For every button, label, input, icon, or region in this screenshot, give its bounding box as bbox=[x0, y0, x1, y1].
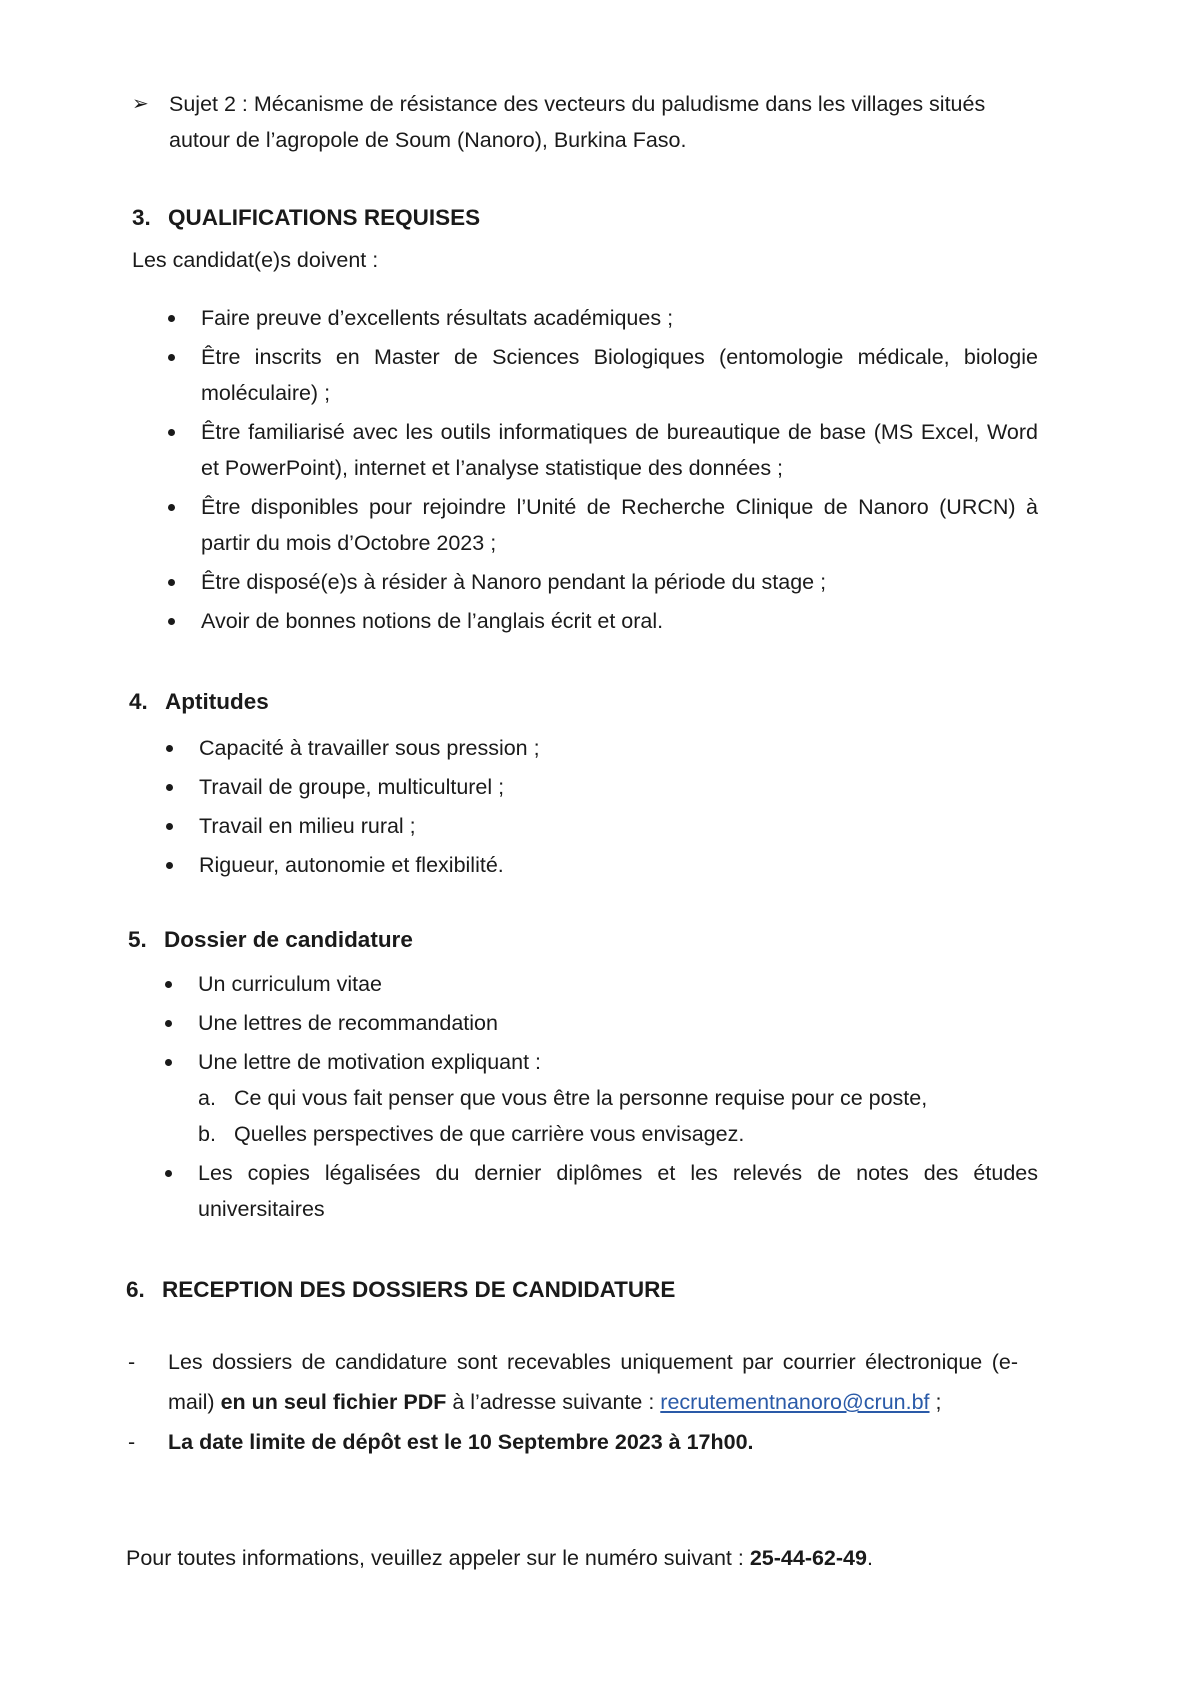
application-file-list bbox=[165, 966, 1038, 1230]
bullet-dot-icon bbox=[166, 823, 173, 830]
list-item: Une lettre de motivation expliquant : a. Ce qui vous fait penser que vous être la personne requise pour ce poste, b. Quelles perspectives de que carrière vous envisagez. bbox=[165, 1044, 1038, 1152]
section-3-heading bbox=[132, 203, 480, 233]
bullet-dot-icon bbox=[168, 429, 175, 436]
list-item: Faire preuve d’excellents résultats académiques ; bbox=[168, 300, 1038, 336]
bullet-dot-icon bbox=[166, 784, 173, 791]
section-title: RECEPTION DES DOSSIERS DE CANDIDATURE bbox=[162, 1277, 676, 1302]
section-number: 6. bbox=[126, 1277, 145, 1302]
section-title: Dossier de candidature bbox=[164, 927, 413, 952]
list-item: Être disposé(e)s à résider à Nanoro pendant la période du stage ; bbox=[168, 564, 1038, 600]
list-item: Travail en milieu rural ; bbox=[166, 808, 1036, 844]
phone-number: 25-44-62-49 bbox=[749, 1546, 867, 1570]
reception-list bbox=[128, 1342, 1018, 1462]
arrow-bullet-icon: ➢ bbox=[132, 93, 149, 115]
list-item: Rigueur, autonomie et flexibilité. bbox=[166, 847, 1036, 883]
section-4-heading bbox=[129, 687, 269, 717]
list-item: Avoir de bonnes notions de l’anglais écrit et oral. bbox=[168, 603, 1038, 639]
list-item: Travail de groupe, multiculturel ; bbox=[166, 769, 1036, 805]
bullet-dot-icon bbox=[168, 315, 175, 322]
qualifications-list bbox=[168, 300, 1038, 642]
bullet-dot-icon bbox=[168, 618, 175, 625]
list-item: Un curriculum vitae bbox=[165, 966, 1038, 1002]
section-title: QUALIFICATIONS REQUISES bbox=[168, 205, 481, 230]
bullet-dot-icon bbox=[166, 862, 173, 869]
motivation-sublist bbox=[198, 1080, 1038, 1152]
bullet-dot-icon bbox=[168, 354, 175, 361]
subject-2-item bbox=[132, 86, 1032, 158]
section-number: 4. bbox=[129, 689, 148, 714]
section-number: 3. bbox=[132, 205, 151, 230]
bullet-dot-icon bbox=[165, 1170, 172, 1177]
list-item: Une lettres de recommandation bbox=[165, 1005, 1038, 1041]
sublist-item: b. Quelles perspectives de que carrière vous envisagez. bbox=[198, 1122, 745, 1146]
email-link[interactable]: recrutementnanoro@crun.bf bbox=[660, 1390, 930, 1414]
list-item: Être disponibles pour rejoindre l’Unité de Recherche Clinique de Nanoro (URCN) à partir du mois d’Octobre 2023 ; bbox=[168, 489, 1038, 561]
list-item: Capacité à travailler sous pression ; bbox=[166, 730, 1036, 766]
list-item: - La date limite de dépôt est le 10 Septembre 2023 à 17h00. bbox=[128, 1430, 754, 1454]
bullet-dot-icon bbox=[168, 504, 175, 511]
section-5-heading bbox=[128, 925, 413, 955]
list-item: Être inscrits en Master de Sciences Biologiques (entomologie médicale, biologie moléculaire) ; bbox=[168, 339, 1038, 411]
deadline-text: La date limite de dépôt est le 10 Septembre 2023 à 17h00. bbox=[168, 1430, 754, 1454]
aptitudes-list bbox=[166, 730, 1036, 886]
list-item: Être familiarisé avec les outils informatiques de bureautique de base (MS Excel, Word et PowerPoint), internet et l’analyse statistique des données ; bbox=[168, 414, 1038, 486]
list-item: Les copies légalisées du dernier diplômes et les relevés de notes des études universitaires bbox=[165, 1155, 1038, 1227]
section-3-intro: Les candidat(e)s doivent : bbox=[132, 248, 379, 272]
bullet-dot-icon bbox=[165, 981, 172, 988]
bullet-dot-icon bbox=[165, 1020, 172, 1027]
list-item: - Les dossiers de candidature sont recevables uniquement par courrier électronique (e-mail) en un seul fichier PDF à l’adresse suivante : recrutementnanoro@crun.bf ; bbox=[128, 1350, 1018, 1414]
subject-2-text: Sujet 2 : Mécanisme de résistance des vecteurs du paludisme dans les villages situés autour de l’agropole de Soum (Nanoro), Burkina Faso. bbox=[169, 92, 986, 152]
section-title: Aptitudes bbox=[165, 689, 269, 714]
bullet-dot-icon bbox=[166, 745, 173, 752]
bullet-dot-icon bbox=[168, 579, 175, 586]
bullet-dot-icon bbox=[165, 1059, 172, 1066]
section-6-heading bbox=[126, 1275, 675, 1305]
contact-line: Pour toutes informations, veuillez appeler sur le numéro suivant : 25-44-62-49. bbox=[126, 1546, 873, 1570]
section-number: 5. bbox=[128, 927, 147, 952]
sublist-item: a. Ce qui vous fait penser que vous être la personne requise pour ce poste, bbox=[198, 1086, 928, 1110]
